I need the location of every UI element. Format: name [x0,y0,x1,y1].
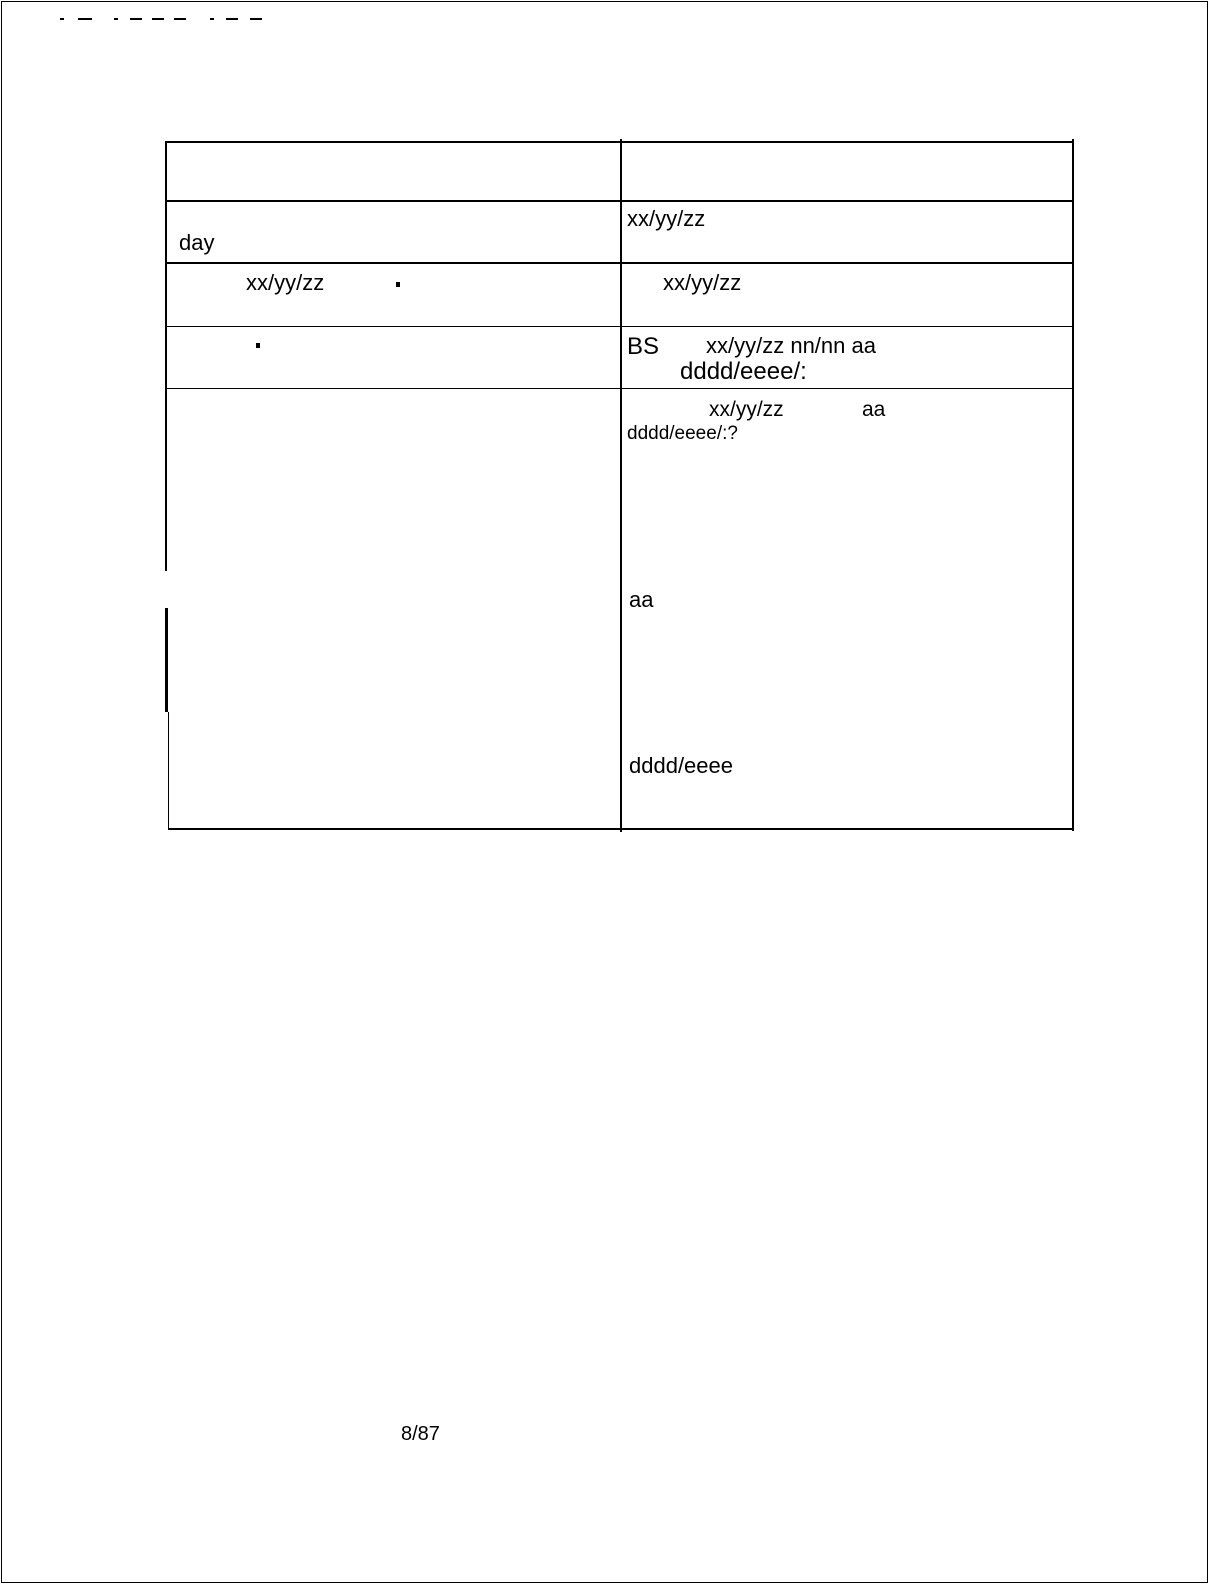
row-5-right-line2: dddd/eeee/:? [627,423,738,444]
row-4-right-line1: xx/yy/zz nn/nn aa [706,333,876,358]
row-5-right-bottom: dddd/eeee [629,753,733,778]
row-5-right-date: xx/yy/zz [709,398,784,421]
footer-date: 8/87 [401,1423,440,1445]
row-3-right-date: xx/yy/zz [663,270,742,295]
row-divider-3 [165,326,1073,327]
row-2-right-date: xx/yy/zz [627,206,706,231]
row-divider-1 [165,200,1073,202]
column-divider [620,139,622,832]
row-divider-4 [165,388,1073,389]
row-5-right-mid: aa [629,587,654,612]
header-marks [60,8,270,18]
row-3-bullet-mark [396,282,400,287]
row-5-right-aa: aa [862,398,886,421]
row-3-left-date: xx/yy/zz [246,270,325,295]
table-left-border-lower [165,608,168,712]
row-4-right-prefix: BS [627,333,660,360]
row-4-right-line2: dddd/eeee/: [680,358,807,385]
table-left-border [165,141,167,571]
row-divider-2 [165,262,1073,264]
row-4-bullet-mark [256,343,260,348]
table-top-border [165,141,1073,143]
row-2-left-text: day [179,230,215,255]
table-right-border [1072,139,1074,831]
table-left-border-bottom [168,712,169,830]
